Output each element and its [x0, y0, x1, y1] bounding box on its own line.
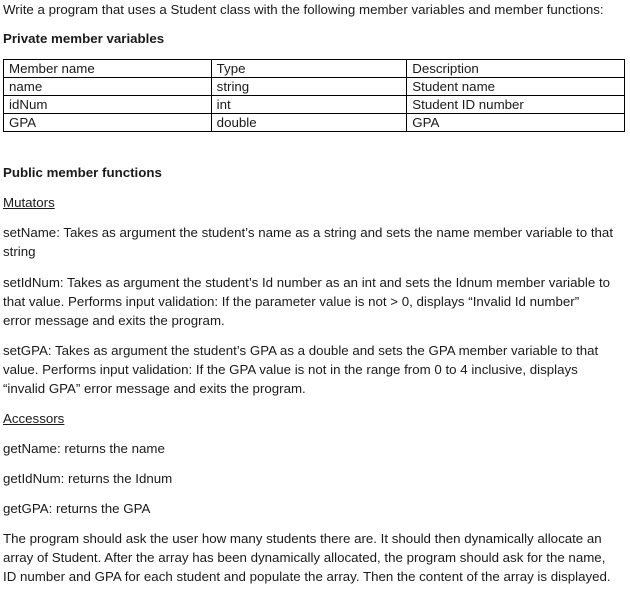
public-functions-heading: Public member functions: [3, 165, 162, 180]
closing-line-3: ID number and GPA for each student and populate the array. Then the content of the array is displayed.: [3, 569, 611, 584]
table-header-cell: Type: [211, 60, 407, 78]
intro-text: Write a program that uses a Student class with the following member variables and member functions:: [3, 2, 604, 17]
table-header-row: [4, 60, 625, 78]
table-cell: GPA: [4, 114, 212, 132]
setidnum-line-3: error message and exits the program.: [3, 313, 225, 328]
closing-line-1: The program should ask the user how many students there are. It should then dynamically allocate an: [3, 531, 602, 546]
closing-line-2: array of Student. After the array has been dynamically allocated, the program should ask for the name,: [3, 550, 606, 565]
setidnum-line-2: that value. Performs input validation: If the parameter value is not > 0, displays “Invalid Id number”: [3, 294, 580, 309]
table-cell: string: [211, 78, 407, 96]
table-cell: int: [211, 96, 407, 114]
setgpa-line-3: “invalid GPA” error message and exits the program.: [3, 381, 306, 396]
table-cell: GPA: [407, 114, 625, 132]
table-cell: name: [4, 78, 212, 96]
mutators-heading: Mutators: [3, 195, 55, 210]
setname-line-1: setName: Takes as argument the student’s name as a string and sets the name member variable to that: [3, 225, 614, 240]
getname-line: getName: returns the name: [3, 441, 165, 456]
setidnum-line-1: setIdNum: Takes as argument the student’s Id number as an int and sets the Idnum member variable to: [3, 275, 611, 290]
accessors-heading: Accessors: [3, 411, 65, 426]
getgpa-line: getGPA: returns the GPA: [3, 501, 151, 516]
setname-line-2: string: [3, 244, 36, 259]
private-members-heading: Private member variables: [3, 31, 165, 46]
setgpa-line-2: value. Performs input validation: If the GPA value is not in the range from 0 to 4 inclusive, displays: [3, 362, 578, 377]
table-cell: idNum: [4, 96, 212, 114]
table-header-cell: Description: [407, 60, 625, 78]
table-cell: Student name: [407, 78, 625, 96]
getidnum-line: getIdNum: returns the Idnum: [3, 471, 173, 486]
member-variables-table: [3, 59, 625, 132]
table-cell: double: [211, 114, 407, 132]
table-row: [4, 114, 625, 132]
setgpa-line-1: setGPA: Takes as argument the student’s GPA as a double and sets the GPA member variable to that: [3, 343, 599, 358]
table-row: [4, 96, 625, 114]
table-cell: Student ID number: [407, 96, 625, 114]
table-row: [4, 78, 625, 96]
table-header-cell: Member name: [4, 60, 212, 78]
